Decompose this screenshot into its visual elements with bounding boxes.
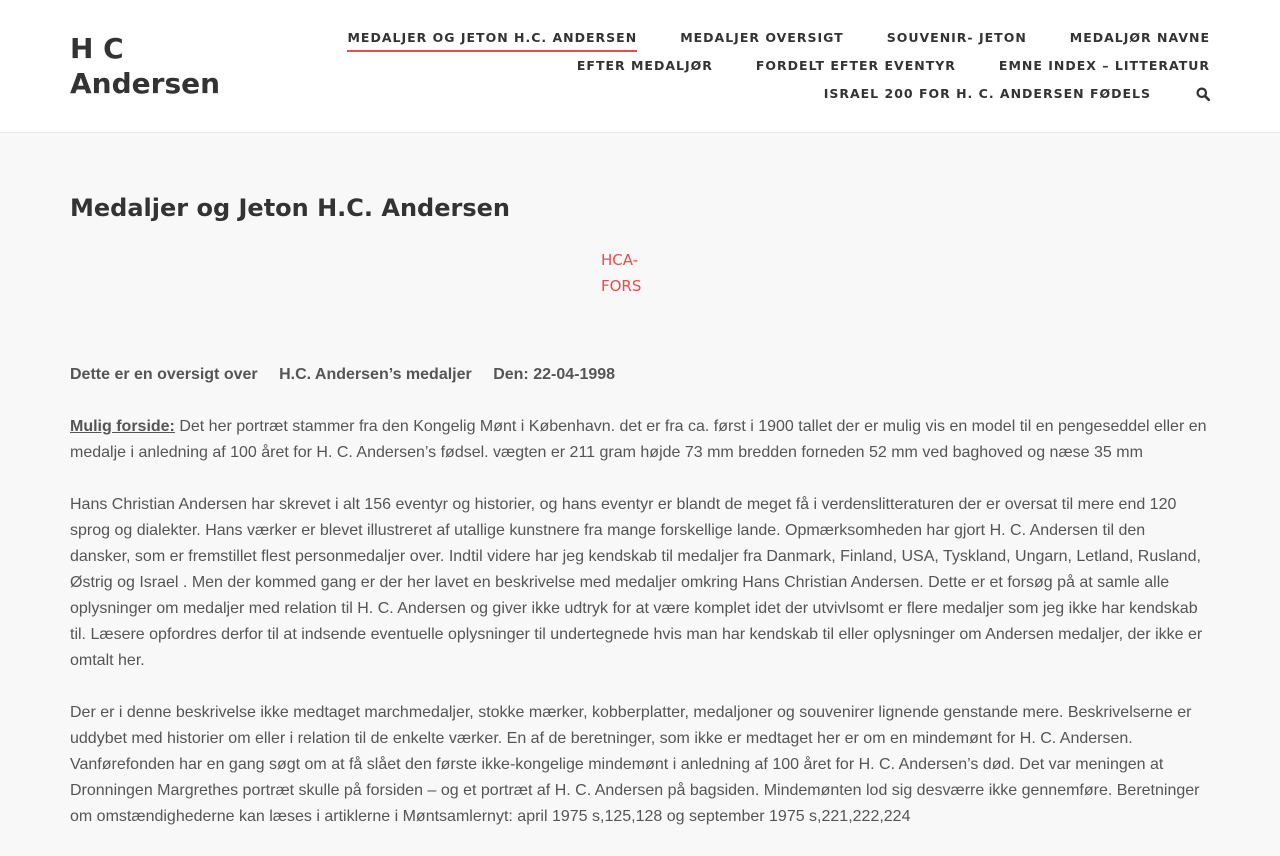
intro-line <box>70 362 1210 388</box>
nav-item-medaljer-og-jeton[interactable]: MEDALJER OG JETON H.C. ANDERSEN <box>347 24 637 52</box>
nav-item-medaljer-oversigt[interactable]: MEDALJER OVERSIGT <box>680 30 844 45</box>
paragraph-text: Det her portræt stammer fra den Kongelig Mønt i København. det er fra ca. først i 1900 tallet der er mulig vis en model til en pengeseddel eller en medalje i anledning af 100 året for H. C. Andersen’s fødsel. vægten er 211 gram højde 73 mm bredden forneden 52 mm ved baghoved og næse 35 mm <box>70 418 1207 461</box>
search-icon <box>1196 87 1210 101</box>
nav-item-medaljoer-navne[interactable]: MEDALJØR NAVNE <box>1069 30 1210 45</box>
article-body <box>70 362 1210 856</box>
paragraph-lead: Mulig forside: <box>70 418 175 435</box>
paragraph-mulig-forside <box>70 414 1210 466</box>
nav-item-israel-200[interactable]: ISRAEL 200 FOR H. C. ANDERSEN FØDELS <box>823 86 1151 101</box>
nav-item-souvenir-jeton[interactable]: SOUVENIR- JETON <box>886 30 1027 45</box>
main-content <box>70 190 1210 825</box>
intro-part-3: Den: 22-04-1998 <box>493 366 616 383</box>
paragraph-3: Der er i denne beskrivelse ikke medtaget marchmedaljer, stokke mærker, kobberplatter, medaljoner og souvenirer lignende genstande mere. Beskrivelserne er uddybet med historier om eller i relation til de enkelte værker. En af de beretninger, som ikke er medtaget her er om en mindemønt for H. C. Andersen. Vanførefonden har en gang søgt om at få slået den første ikke-kongelige mindemønt i anledning af 100 året for H. C. Andersen’s død. Det var meningen at Dronningen Margrethes portræt skulle på forsiden – og et portræt af H. C. Andersen på bagsiden. Mindemønten lod sig desværre ikke gennemføre. Beretninger om omstændighederne kan læses i artiklerne i Møntsamlernyt: april 1975 s,125,128 og september 1975 s,221,222,224 <box>70 704 1200 825</box>
nav-item-emne-index[interactable]: EMNE INDEX – LITTERATUR <box>998 58 1210 73</box>
intro-part-2: H.C. Andersen’s medaljer <box>279 366 472 383</box>
site-header <box>0 0 1280 133</box>
site-title-link[interactable]: H C Andersen <box>70 32 221 100</box>
paragraph-2: Hans Christian Andersen har skrevet i alt 156 eventyr og historier, og hans eventyr er blandt de meget få i verdenslitteraturen der er oversat til mere end 120 sprog og dialekter. Hans værker er blevet illustreret af utallige kunstnere fra mange forskellige lande. Opmærksomheden har gjort H. C. Andersen til den dansker, som er fremstillet flest personmedaljer over. Indtil videre har jeg kendskab til medaljer fra Danmark, Finland, USA, Tyskland, Ungarn, Letland, Rusland, Østrig og Israel . Men der kommed gang er der her lavet en beskrivelse med medaljer omkring Hans Christian Andersen. Dette er et forsøg på at samle alle oplysninger om medaljer med relation til H. C. Andersen og giver ikke udtryk for at være komplet idet der utvivlsomt er flere medaljer som jeg ikke har kendskab til. Læsere opfordres derfor til at indsende eventuelle oplysninger til undertegnede hvis man har kendskab til eller oplysninger om Andersen medaljer, der ikke er omtalt her. <box>70 496 1203 669</box>
main-nav <box>240 24 1210 108</box>
search-button[interactable] <box>1194 80 1210 108</box>
page-title: Medaljer og Jeton H.C. Andersen <box>70 194 510 222</box>
nav-item-efter-medaljoer[interactable]: EFTER MEDALJØR <box>576 58 713 73</box>
nav-item-fordelt-efter-eventyr[interactable]: FORDELT EFTER EVENTYR <box>755 58 956 73</box>
image-alt-text: HCA-FORS <box>601 251 642 295</box>
broken-image-placeholder <box>601 247 661 299</box>
intro-part-1: Dette er en oversigt over <box>70 366 258 383</box>
